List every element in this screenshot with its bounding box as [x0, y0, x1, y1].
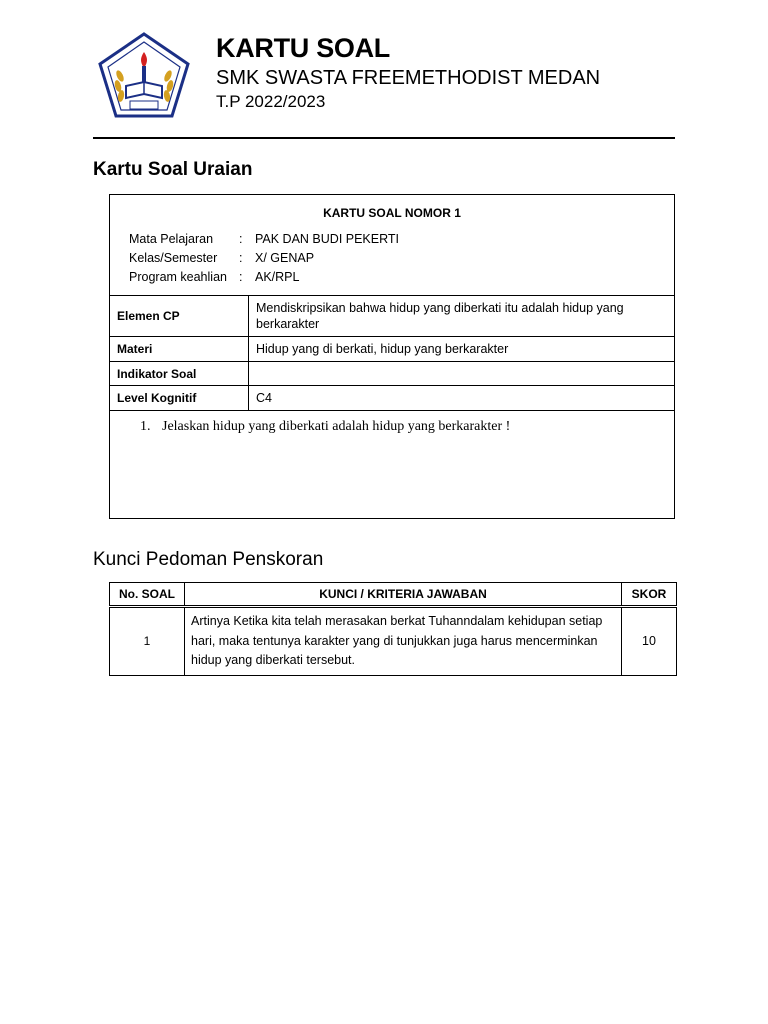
row-label: Level Kognitif [110, 386, 249, 410]
document-title: KARTU SOAL [216, 33, 390, 63]
row-value: Mendiskripsikan bahwa hidup yang diberkati itu adalah hidup yang berkarakter [256, 301, 624, 331]
scoring-header-row [110, 583, 677, 607]
card-row-elemen-cp [110, 296, 674, 337]
meta-row [129, 268, 399, 287]
cell-score: 10 [622, 607, 677, 676]
card-title: KARTU SOAL NOMOR 1 [323, 206, 461, 220]
meta-key: Kelas/Semester [129, 251, 218, 265]
meta-separator: : [239, 232, 243, 246]
meta-value: AK/RPL [255, 270, 300, 284]
column-header-skor: SKOR [622, 583, 677, 607]
row-label: Elemen CP [110, 296, 249, 336]
column-header-no: No. SOAL [110, 583, 185, 607]
cell-no: 1 [110, 607, 185, 676]
scoring-table [109, 582, 677, 676]
card-row-indikator [110, 362, 674, 386]
meta-key: Mata Pelajaran [129, 232, 214, 246]
row-label: Materi [110, 337, 249, 361]
meta-separator: : [239, 251, 243, 265]
row-value: Hidup yang di berkati, hidup yang berkarakter [256, 342, 509, 356]
row-value [249, 362, 674, 385]
header-divider [93, 137, 675, 139]
meta-row [129, 249, 399, 268]
meta-key: Program keahlian [129, 270, 227, 284]
question-text: Jelaskan hidup yang diberkati adalah hidup yang berkarakter ! [162, 419, 511, 434]
card-row-materi [110, 337, 674, 362]
section-title-kunci: Kunci Pedoman Penskoran [93, 549, 324, 570]
card-meta-table [129, 230, 399, 287]
card-row-level-kognitif [110, 386, 674, 411]
school-name: SMK SWASTA FREEMETHODIST MEDAN [216, 67, 601, 89]
cell-answer: Artinya Ketika kita telah merasakan berkat Tuhanndalam kehidupan setiap hari, maka tentunya karakter yang di tunjukkan juga harus mencerminkan hidup yang diberkati tersebut. [185, 607, 622, 676]
meta-value: PAK DAN BUDI PEKERTI [255, 232, 400, 246]
school-logo-icon [96, 30, 192, 120]
meta-separator: : [239, 270, 243, 284]
column-header-kunci: KUNCI / KRITERIA JAWABAN [185, 583, 622, 607]
question-item [110, 411, 674, 435]
row-value: C4 [256, 391, 272, 405]
row-label: Indikator Soal [110, 362, 249, 385]
meta-value: X/ GENAP [255, 251, 315, 265]
question-card [109, 194, 675, 519]
section-title-kartu-soal: Kartu Soal Uraian [93, 159, 253, 180]
card-header [110, 195, 674, 296]
academic-year: T.P 2022/2023 [216, 92, 326, 111]
question-number: 1. [140, 419, 151, 434]
table-row [110, 607, 677, 676]
meta-row [129, 230, 399, 249]
